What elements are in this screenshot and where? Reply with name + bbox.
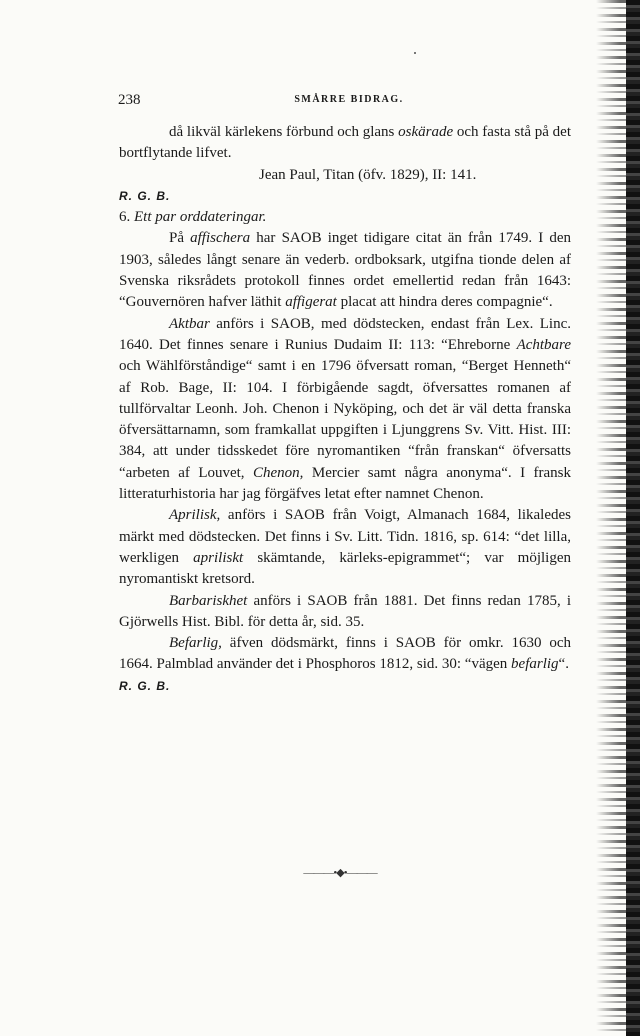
paragraph-befarlig [119,633,571,676]
quote-italic: oskärade [398,124,454,140]
quote-citation: Jean Paul, Titan (öfv. 1829), II: 141. [259,166,477,183]
text-run: Mercier samt några anonyma“. I fransk litteraturhistoria har jag förgäfves letat efter namnet Chenon. [119,464,572,503]
text-run: anförs i SAOB från Voigt, Almanach 1684, likaledes märkt med dödstecken. Det finns i Sv. Litt. Tidn. 1816, sp. 614: “det lilla, werkligen [119,507,571,566]
text-run: “. [558,656,569,673]
headword: Aprilisk, [169,507,221,524]
speck [414,52,416,54]
text-run: På [169,230,191,247]
text-run: har SAOB inget tidigare citat än från 1749. I den 1903, således långt senare än vederb. ordboksark, utgifna tionde delen af Svenska riksrådets protokoll finnes ordet emellertid redan från 1643: “Gouvernören hafver läthit [119,230,572,311]
text-run: och Wählförståndige“ samt i en 1796 öfversatt roman, “Berget Henneth“ af Rob. Bage, II: 104. I förbigående sagdt, öfversattes romanen af tullförvaltar Leonh. Joh. Chenon i Nyköping, och det är väl detta franska öfversättarnamn, som framkallat uppgiften i Ljunggrens Sv. Vitt. Hist. III: 384, att under tidsskedet före nyromantiken “från franskan“ öfversatts “arbeten af Louvet, [119,358,571,481]
section-heading [119,207,571,228]
italic-word: apriliskt [193,549,244,566]
quote-signature: R. G. B. [119,188,171,203]
headword: affischera [190,230,251,247]
paragraph-affischera [119,228,571,313]
paragraph-aprilisk [119,505,571,590]
text-run: skämtande, kärleks-epigrammet“; var möjligen nyromantiskt kretsord. [119,549,571,588]
end-ornament: ———•◆•——— [303,867,377,879]
quote-text [119,122,571,165]
paragraph-aktbar [119,314,571,506]
quote-part: då likväl kärlekens förbund och glans [169,124,399,140]
body-text [119,122,571,697]
page-number: 238 [118,92,141,108]
quote-part: och fasta stå på det bortflytande lifvet. [119,124,572,162]
text-run: anförs i SAOB, med dödstecken, endast från Lex. Linc. 1640. Det finnes senare i Runius Dudaim II: 113: “Ehreborne [119,315,571,353]
italic-word: Chenon, [253,464,304,481]
text-run: äfven dödsmärkt, finns i SAOB för omkr. 1630 och 1664. Palmblad använder det i Phosphoros 1812, sid. 30: “vägen [119,635,571,673]
running-header [118,92,580,112]
section-title: Ett par orddateringar. [134,209,267,226]
section-number: 6. [119,209,134,226]
italic-word: affigerat [285,294,337,311]
text-run: placat att hindra deres compagnie“. [336,294,553,311]
running-title: SMÅRRE BIDRAG. [294,94,404,105]
italic-word: Achtbare [516,336,571,353]
paragraph-barbariskhet [119,591,571,634]
page-edge-shadow [626,0,640,1036]
headword: Befarlig, [169,635,222,652]
headword: Aktbar [169,315,210,332]
closing-signature: R. G. B. [119,678,171,693]
italic-word: befarlig [511,656,559,673]
text-run: anförs i SAOB från 1881. Det finns redan 1785, i Gjörwells Hist. Bibl. för detta år, sid. 35. [119,592,571,630]
headword: Barbariskhet [169,592,248,609]
